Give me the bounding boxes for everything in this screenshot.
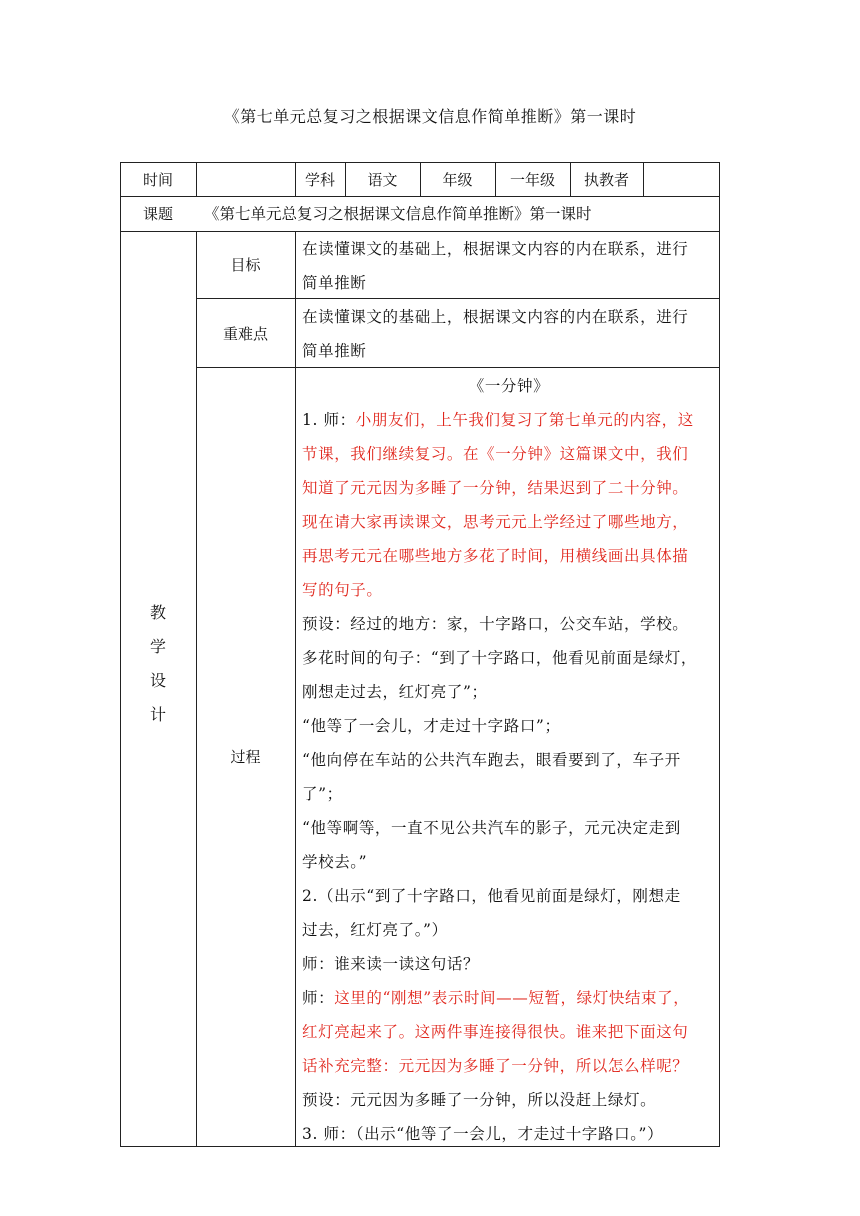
key-points-label: 重难点 xyxy=(222,325,268,343)
goal-label: 目标 xyxy=(230,256,261,274)
teacher-label: 执教者 xyxy=(583,171,629,189)
topic-label: 课题 xyxy=(142,205,173,223)
topic-value: 《第七单元总复习之根据课文信息作简单推断》第一课时 xyxy=(204,205,592,223)
subject-label: 学科 xyxy=(304,171,335,189)
lesson-title: 《一分钟》 xyxy=(468,377,550,395)
time-label: 时间 xyxy=(142,171,173,189)
step-1-line-1: 1. 师：小朋友们，上午我们复习了第七单元的内容，这 xyxy=(302,411,694,429)
document-title: 《第七单元总复习之根据课文信息作简单推断》第一课时 xyxy=(223,107,637,126)
step-2-teacher-line-1: 师：这里的“刚想”表示时间——短暂，绿灯快结束了， xyxy=(302,989,690,1007)
grade-value: 一年级 xyxy=(509,171,555,189)
process-content: 《一分钟》 1. 师：小朋友们，上午我们复习了第七单元的内容，这 节课，我们继续复习。在《一分钟》这篇课文中，我们 知道了元元因为多睡了一分钟，结果迟到了二十分钟。 现在请大家再读课文，思考元元上学经过了哪些地方， 再思考元元在哪些地方多花了时间，用横线画出具体描 写的句子。 预设：经过的地方：家，十字路口，公交车站，学校。 多花时间的句子：“到了十字路口，他看见前面是绿灯， 刚想走过去，红灯亮了”； “他等了一会儿，才走过十字路口”； “他向停在车站的公共汽车跑去，眼看要到了，车子开 了”； “他等啊等，一直不见公共汽车的影子，元元决定走到 学校去。” 2.（出示“到了十字路口，他看见前面是绿灯，刚想走 过去，红灯亮了。”） 师：谁来读一读这句话？ 师：这里的“刚想”表示时间——短暂，绿灯快结束了， 红灯亮起来了。这两件事连接得很快。谁来把下面这句 话补充完整：元元因为多睡了一分钟，所以怎么样呢？ 预设：元元因为多睡了一分钟，所以没赶上绿灯。 3. 师：（出示“他等了一会儿，才走过十字路口。”） xyxy=(302,369,716,1151)
time-value xyxy=(196,163,295,196)
goal-content: 在读懂课文的基础上，根据课文内容的内在联系，进行 简单推断 xyxy=(302,240,689,292)
teacher-value xyxy=(643,163,719,196)
grade-label: 年级 xyxy=(442,171,473,189)
teaching-design-label: 教 学 设 计 xyxy=(149,603,166,724)
subject-value: 语文 xyxy=(367,171,398,189)
key-points-content: 在读懂课文的基础上，根据课文内容的内在联系，进行 简单推断 xyxy=(302,308,689,360)
process-label: 过程 xyxy=(230,748,261,766)
